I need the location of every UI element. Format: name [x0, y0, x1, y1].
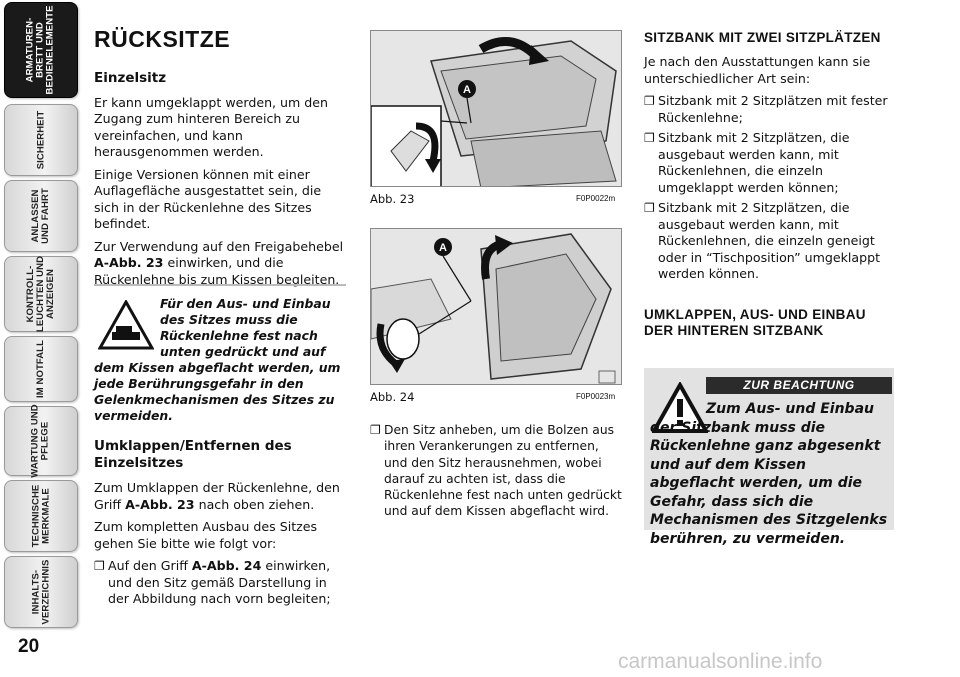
paragraph: Je nach den Ausstattungen kann sie unterschiedlicher Art sein: — [644, 54, 871, 86]
figure-code: F0P0022m — [576, 194, 616, 203]
column-3 — [644, 30, 896, 339]
warning-text: Für den Aus- und Einbau des Sitzes muss die Rückenlehne fest nach unten gedrückt und auf dem Kissen abgeflacht werden, um jede Berührungsgefahr in den Gelenkmechanismen des Sitzes zu vermeiden. — [94, 296, 341, 423]
svg-text:A: A — [439, 242, 447, 254]
svg-text:A: A — [463, 84, 471, 96]
seat-removal-illustration — [371, 229, 622, 385]
tab-im-notfall[interactable]: IM NOTFALL — [4, 336, 78, 402]
figure-code: F0P0023m — [576, 392, 616, 401]
tab-wartung[interactable]: WARTUNG UND PFLEGE — [4, 406, 78, 476]
figure-ref: A-Abb. 23 — [125, 496, 195, 512]
column-2-text — [370, 422, 624, 520]
list-item: ❐ Sitzbank mit 2 Sitzplätzen, die ausgebaut werden kann, mit Rückenlehnen, die einzeln geneigt oder in “Tischposition” umgeklappt werden können. — [644, 200, 881, 281]
seat-fold-illustration — [371, 31, 622, 187]
tab-armaturenbrett[interactable]: ARMATUREN- BRETT UND BEDIENELEMENTE — [4, 2, 78, 98]
column-1-lower — [94, 438, 348, 608]
figure-abb-23 — [370, 30, 622, 187]
heading-umklappen-sitzbank: UMKLAPPEN, AUS- UND EINBAU DER HINTEREN SITZBANK — [644, 306, 866, 338]
page-number: 20 — [18, 636, 40, 657]
figure-caption: Abb. 24 — [370, 390, 415, 404]
heading-sitzbank: SITZBANK MIT ZWEI SITZPLÄTZEN — [644, 30, 881, 45]
caution-note — [644, 368, 894, 547]
tab-sicherheit[interactable]: SICHERHEIT — [4, 104, 78, 176]
paragraph: Einige Versionen können mit einer Auflagefläche ausgestattet sein, die sich in der Rückenlehne des Sitzes befindet. — [94, 166, 322, 231]
caution-badge: ZUR BEACHTUNG — [706, 377, 892, 394]
warning-box — [94, 284, 346, 424]
list-item: ❐ Auf den Griff A-Abb. 24 einwirken, und den Sitz gemäß Darstellung in der Abbildung nach vorn begleiten; — [94, 558, 331, 606]
checkbox-bullet-icon: ❐ — [94, 559, 105, 573]
watermark: carmanualsonline.info — [618, 650, 823, 673]
checkbox-bullet-icon: ❐ — [644, 131, 655, 145]
tab-inhaltsverzeichnis[interactable]: INHALTS- VERZEICHNIS — [4, 556, 78, 628]
figure-caption: Abb. 23 — [370, 192, 415, 206]
list-item: ❐ Den Sitz anheben, um die Bolzen aus ihren Verankerungen zu entfernen, und den Sitz herausnehmen, wobei darauf zu achten ist, dass die Rückenlehne fest nach unten gedrückt und auf dem Kissen abgeflacht wird. — [370, 423, 622, 519]
figure-ref: A-Abb. 23 — [94, 255, 164, 270]
column-1 — [94, 70, 348, 294]
page-title: RÜCKSITZE — [94, 26, 231, 52]
checkbox-bullet-icon: ❐ — [644, 94, 655, 108]
list-item: ❐ Sitzbank mit 2 Sitzplätzen, die ausgebaut werden kann, mit Rückenlehnen, die einzeln umgeklappt werden können; — [644, 130, 850, 195]
paragraph: Zum Umklappen der Rückenlehne, den Griff A-Abb. 23 nach oben ziehen. — [94, 480, 340, 512]
paragraph: Er kann umgeklappt werden, um den Zugang zum hinteren Bereich zu vereinfachen, und kann herausgenommen werden. — [94, 94, 329, 159]
paragraph: Zur Verwendung auf den Freigabehebel A-Abb. 23 einwirken, und die Rückenlehne bis zum Kissen begleiten. — [94, 238, 344, 287]
figure-ref: A-Abb. 24 — [191, 558, 262, 573]
checkbox-bullet-icon: ❐ — [370, 423, 381, 437]
tab-technische-merkmale[interactable]: TECHNISCHE MERKMALE — [4, 480, 78, 552]
caution-text: Zum Aus- und Einbau der Sitzbank muss die Rückenlehne ganz abgesenkt und auf dem Kissen abgeflacht werden, um die Gefahr, dass sich die Mechanismen des Sitzgelenks berühren, zu vermeiden. — [650, 401, 888, 547]
subtitle-umklappen: Umklappen/Entfernen des Einzelsitzes — [94, 438, 292, 471]
subtitle-einzelsitz: Einzelsitz — [94, 70, 167, 86]
tab-kontrollleuchten[interactable]: KONTROLL- LEUCHTEN UND ANZEIGEN — [4, 256, 78, 332]
checkbox-bullet-icon: ❐ — [644, 201, 655, 215]
warning-triangle-icon — [98, 300, 154, 350]
figure-abb-24 — [370, 228, 622, 385]
paragraph: Zum kompletten Ausbau des Sitzes gehen Sie bitte wie folgt vor: — [94, 519, 318, 551]
tab-anlassen[interactable]: ANLASSEN UND FAHRT — [4, 180, 78, 252]
chapter-sidebar — [0, 0, 78, 677]
list-item: ❐ Sitzbank mit 2 Sitzplätzen mit fester Rückenlehne; — [644, 93, 888, 125]
